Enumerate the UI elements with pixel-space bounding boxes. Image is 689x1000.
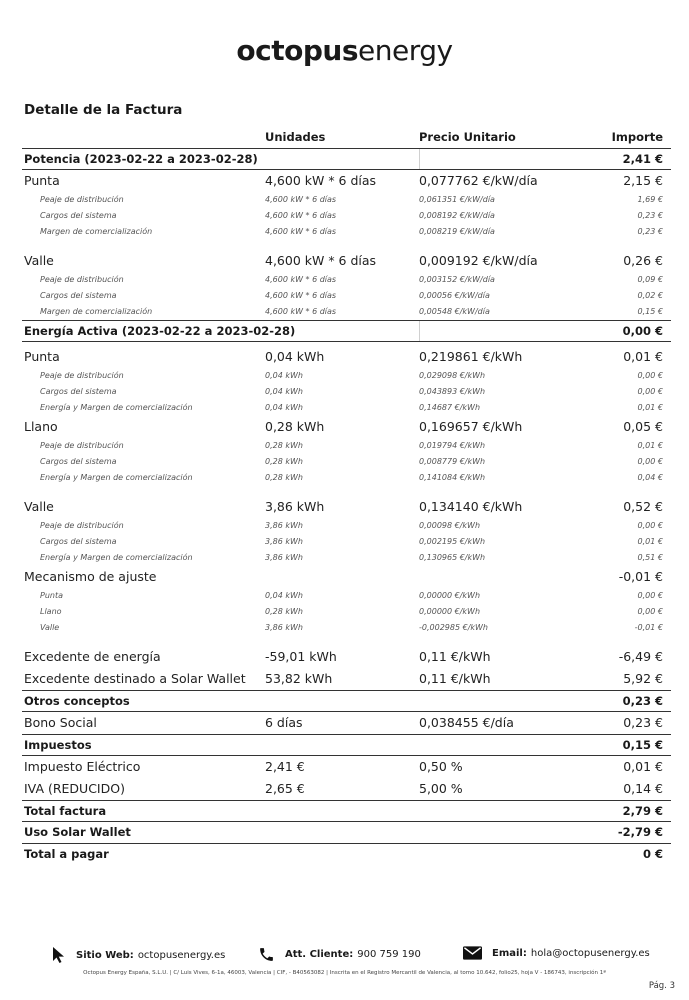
sub-label: Cargos del sistema [40, 457, 117, 466]
footer-email[interactable] [463, 946, 650, 960]
line-impuesto-electrico [22, 756, 671, 778]
sub-price: 0,00098 €/kWh [419, 521, 481, 530]
sub-label: Margen de comercialización [40, 227, 153, 236]
subline [22, 400, 671, 416]
envelope-icon [463, 946, 482, 960]
line-energia-punta [22, 346, 671, 368]
header-importe: Importe [611, 130, 663, 144]
sub-units: 4,600 kW * 6 días [265, 275, 337, 284]
page-title: Detalle de la Factura [24, 102, 183, 118]
section-title: Impuestos [24, 738, 92, 752]
table-header [22, 126, 671, 148]
line-price: 0,134140 €/kWh [419, 499, 523, 514]
line-amount: 0,23 € [623, 715, 663, 730]
subline [22, 384, 671, 400]
footer-email-label: Email: [492, 947, 527, 959]
phone-icon [258, 946, 275, 963]
line-label: Punta [24, 349, 60, 364]
sub-label: Peaje de distribución [40, 275, 124, 284]
line-amount: 0,52 € [623, 499, 663, 514]
total-amount: 0 € [642, 847, 663, 861]
cursor-icon [52, 946, 66, 964]
subline [22, 224, 671, 240]
sub-amount: 0,00 € [637, 371, 663, 380]
total-factura-row [22, 800, 671, 822]
line-amount: 0,26 € [623, 253, 663, 268]
line-amount: 0,05 € [623, 419, 663, 434]
line-amount: 2,15 € [623, 173, 663, 188]
sub-price: 0,019794 €/kWh [419, 441, 486, 450]
line-units: 0,04 kWh [265, 349, 325, 364]
line-price: 0,038455 €/día [419, 715, 514, 730]
footer-contacts [0, 946, 689, 970]
line-label: Excedente de energía [24, 649, 161, 664]
sub-price: 0,002195 €/kWh [419, 537, 486, 546]
line-price: 0,169657 €/kWh [419, 419, 523, 434]
line-price: 0,50 % [419, 759, 463, 774]
line-potencia-valle [22, 250, 671, 272]
line-price: 5,00 % [419, 781, 463, 796]
subline [22, 620, 671, 636]
section-potencia [22, 148, 671, 170]
sub-units: 3,86 kWh [265, 553, 303, 562]
sub-amount: 0,09 € [637, 275, 663, 284]
subline [22, 192, 671, 208]
total-label: Uso Solar Wallet [24, 825, 131, 839]
section-title: Energía Activa (2023-02-22 a 2023-02-28) [24, 324, 296, 338]
sub-price: 0,043893 €/kWh [419, 387, 486, 396]
line-amount: -0,01 € [618, 569, 663, 584]
total-label: Total factura [24, 804, 107, 818]
line-price: 0,077762 €/kW/día [419, 173, 538, 188]
sub-amount: -0,01 € [634, 623, 663, 632]
line-label: IVA (REDUCIDO) [24, 781, 125, 796]
sub-units: 0,28 kWh [265, 441, 303, 450]
sub-price: 0,141084 €/kWh [419, 473, 486, 482]
line-label: Mecanismo de ajuste [24, 569, 157, 584]
line-label: Bono Social [24, 715, 97, 730]
sub-units: 0,04 kWh [265, 591, 303, 600]
line-label: Punta [24, 173, 60, 188]
sub-amount: 0,51 € [637, 553, 663, 562]
spacer [22, 240, 671, 250]
sub-amount: 0,01 € [637, 441, 663, 450]
sub-price: 0,00000 €/kWh [419, 607, 481, 616]
line-energia-valle [22, 496, 671, 518]
sub-units: 3,86 kWh [265, 623, 303, 632]
subline [22, 470, 671, 486]
sub-label: Punta [40, 591, 64, 600]
sub-price: 0,14687 €/kWh [419, 403, 481, 412]
line-label: Impuesto Eléctrico [24, 759, 141, 774]
sub-units: 4,600 kW * 6 días [265, 291, 337, 300]
sub-label: Cargos del sistema [40, 211, 117, 220]
footer-email-value[interactable]: hola@octopusenergy.es [530, 947, 650, 959]
sub-label: Energía y Margen de comercialización [40, 473, 193, 482]
line-label: Excedente destinado a Solar Wallet [24, 671, 246, 686]
sub-units: 0,28 kWh [265, 607, 303, 616]
spacer [22, 636, 671, 646]
footer-phone[interactable] [258, 946, 421, 963]
line-price: 0,11 €/kWh [419, 649, 491, 664]
invoice-detail-table [22, 126, 671, 866]
sub-label: Cargos del sistema [40, 387, 117, 396]
sub-label: Peaje de distribución [40, 371, 124, 380]
subline [22, 272, 671, 288]
subline [22, 288, 671, 304]
line-units: -59,01 kWh [265, 649, 337, 664]
line-excedente-energia [22, 646, 671, 668]
footer-phone-label: Att. Cliente: [285, 949, 354, 960]
sub-price: 0,00056 €/kW/día [419, 291, 490, 300]
sub-label: Cargos del sistema [40, 291, 117, 300]
sub-label: Peaje de distribución [40, 441, 124, 450]
line-units: 2,65 € [265, 781, 305, 796]
line-mecanismo-ajuste [22, 566, 671, 588]
sub-label: Energía y Margen de comercialización [40, 553, 193, 562]
sub-units: 4,600 kW * 6 días [265, 307, 337, 316]
total-label: Total a pagar [24, 847, 109, 861]
sub-amount: 0,00 € [637, 591, 663, 600]
sub-amount: 0,23 € [637, 227, 663, 236]
line-potencia-punta [22, 170, 671, 192]
line-bono-social [22, 712, 671, 734]
line-units: 6 días [265, 715, 303, 730]
subline [22, 454, 671, 470]
line-amount: 0,01 € [623, 759, 663, 774]
sub-label: Cargos del sistema [40, 537, 117, 546]
brand-logo-light: energy [358, 34, 453, 67]
subline [22, 368, 671, 384]
sub-amount: 0,00 € [637, 387, 663, 396]
sub-label: Margen de comercialización [40, 307, 153, 316]
subline [22, 438, 671, 454]
footer-phone-value[interactable]: 900 759 190 [357, 949, 421, 960]
footer-web-value[interactable]: octopusenergy.es [137, 949, 226, 961]
sub-amount: 0,02 € [637, 291, 663, 300]
line-units: 3,86 kWh [265, 499, 325, 514]
sub-price: 0,130965 €/kWh [419, 553, 486, 562]
sub-label: Valle [40, 623, 60, 632]
sub-amount: 0,01 € [637, 403, 663, 412]
header-precio: Precio Unitario [419, 130, 516, 144]
section-title: Potencia (2023-02-22 a 2023-02-28) [24, 152, 258, 166]
total-a-pagar-row [22, 844, 671, 866]
sub-price: 0,008192 €/kW/día [419, 211, 495, 220]
sub-price: 0,061351 €/kW/día [419, 195, 495, 204]
sub-price: 0,003152 €/kW/día [419, 275, 495, 284]
subline [22, 304, 671, 320]
line-label: Llano [24, 419, 58, 434]
subline [22, 534, 671, 550]
footer-web[interactable] [52, 946, 225, 964]
sub-amount: 0,00 € [637, 521, 663, 530]
section-total: 0,15 € [622, 738, 663, 752]
sub-label: Peaje de distribución [40, 195, 124, 204]
sub-label: Peaje de distribución [40, 521, 124, 530]
sub-amount: 0,00 € [637, 457, 663, 466]
total-amount: 2,79 € [622, 804, 663, 818]
sub-units: 4,600 kW * 6 días [265, 211, 337, 220]
spacer [22, 486, 671, 496]
line-units: 0,28 kWh [265, 419, 325, 434]
sub-units: 4,600 kW * 6 días [265, 227, 337, 236]
sub-price: 0,00548 €/kW/día [419, 307, 490, 316]
sub-label: Llano [40, 607, 62, 616]
section-total: 0,00 € [622, 324, 663, 338]
sub-amount: 0,04 € [637, 473, 663, 482]
line-amount: 5,92 € [623, 671, 663, 686]
sub-units: 0,04 kWh [265, 371, 303, 380]
line-label: Valle [24, 499, 54, 514]
sub-units: 0,28 kWh [265, 457, 303, 466]
sub-amount: 1,69 € [637, 195, 663, 204]
legal-notice: Octopus Energy España, S.L.U. | C/ Luis Vives, 6-1a, 46003, Valencia | CIF, - B40563082 | Inscrita en el Registro Mercantil de Valencia, al tomo 10.642, folio25, hoja V - 186743, inscripción 1ª [83, 970, 606, 976]
section-energia [22, 320, 671, 342]
sub-units: 0,04 kWh [265, 403, 303, 412]
uso-solar-wallet-row [22, 822, 671, 844]
page-number: Pág. 3 [648, 981, 675, 991]
sub-price: 0,008779 €/kWh [419, 457, 486, 466]
line-price: 0,219861 €/kWh [419, 349, 523, 364]
sub-price: 0,008219 €/kW/día [419, 227, 495, 236]
line-amount: 0,01 € [623, 349, 663, 364]
sub-amount: 0,01 € [637, 537, 663, 546]
sub-label: Energía y Margen de comercialización [40, 403, 193, 412]
subline [22, 550, 671, 566]
line-amount: -6,49 € [618, 649, 663, 664]
sub-units: 0,28 kWh [265, 473, 303, 482]
line-amount: 0,14 € [623, 781, 663, 796]
line-units: 2,41 € [265, 759, 305, 774]
section-title: Otros conceptos [24, 694, 130, 708]
line-price: 0,11 €/kWh [419, 671, 491, 686]
footer-web-label: Sitio Web: [76, 949, 134, 961]
sub-amount: 0,00 € [637, 607, 663, 616]
line-iva [22, 778, 671, 800]
sub-amount: 0,15 € [637, 307, 663, 316]
sub-units: 4,600 kW * 6 días [265, 195, 337, 204]
header-unidades: Unidades [265, 130, 326, 144]
line-units: 4,600 kW * 6 días [265, 253, 377, 268]
sub-units: 3,86 kWh [265, 537, 303, 546]
line-energia-llano [22, 416, 671, 438]
sub-price: -0,002985 €/kWh [419, 623, 488, 632]
section-total: 2,41 € [622, 152, 663, 166]
section-total: 0,23 € [622, 694, 663, 708]
line-excedente-solar-wallet [22, 668, 671, 690]
section-impuestos [22, 734, 671, 756]
sub-price: 0,00000 €/kWh [419, 591, 481, 600]
line-label: Valle [24, 253, 54, 268]
subline [22, 518, 671, 534]
sub-price: 0,029098 €/kWh [419, 371, 486, 380]
subline [22, 604, 671, 620]
sub-units: 3,86 kWh [265, 521, 303, 530]
subline [22, 588, 671, 604]
subline [22, 208, 671, 224]
line-units: 4,600 kW * 6 días [265, 173, 377, 188]
line-price: 0,009192 €/kW/día [419, 253, 538, 268]
total-amount: -2,79 € [617, 825, 663, 839]
sub-amount: 0,23 € [637, 211, 663, 220]
section-otros-conceptos [22, 690, 671, 712]
brand-logo-bold: octopus [236, 34, 359, 67]
line-units: 53,82 kWh [265, 671, 333, 686]
sub-units: 0,04 kWh [265, 387, 303, 396]
brand-logo [0, 34, 689, 67]
